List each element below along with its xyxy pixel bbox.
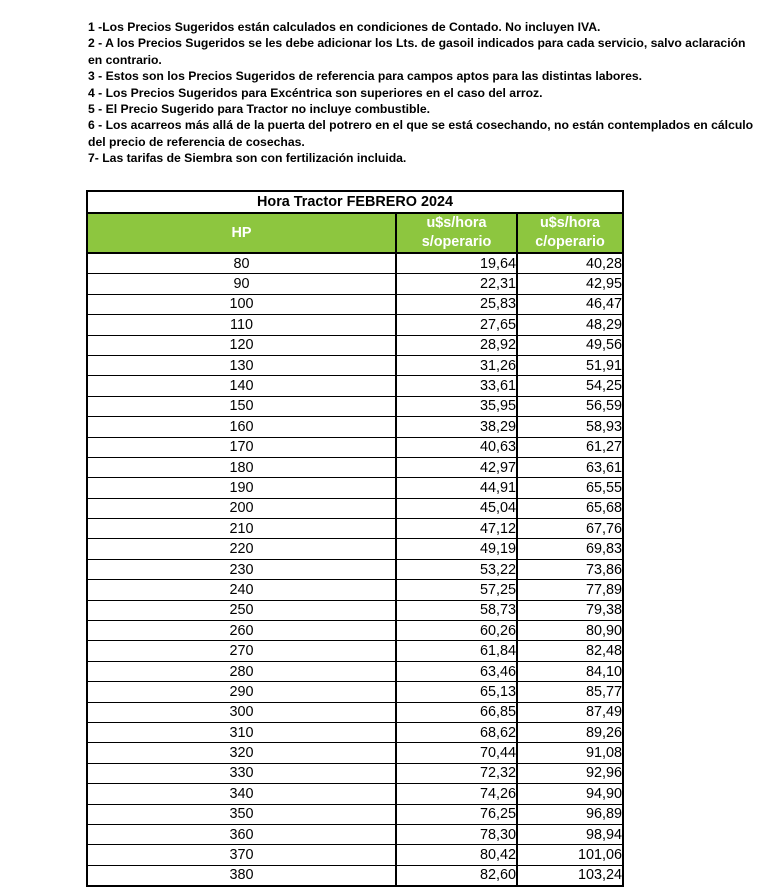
cell-hp: 310 bbox=[87, 722, 396, 742]
cell-sin-operario: 47,12 bbox=[396, 519, 517, 539]
cell-con-operario: 67,76 bbox=[517, 519, 623, 539]
cell-con-operario: 46,47 bbox=[517, 294, 623, 314]
cell-sin-operario: 61,84 bbox=[396, 641, 517, 661]
tractor-hour-table bbox=[86, 190, 624, 887]
cell-hp: 180 bbox=[87, 457, 396, 477]
cell-con-operario: 48,29 bbox=[517, 315, 623, 335]
note-1: 1 -Los Precios Sugeridos están calculados en condiciones de Contado. No incluyen IVA. bbox=[88, 20, 601, 34]
cell-con-operario: 73,86 bbox=[517, 559, 623, 579]
cell-con-operario: 85,77 bbox=[517, 682, 623, 702]
column-header-hp: HP bbox=[87, 213, 396, 253]
cell-sin-operario: 65,13 bbox=[396, 682, 517, 702]
cell-con-operario: 58,93 bbox=[517, 417, 623, 437]
cell-sin-operario: 25,83 bbox=[396, 294, 517, 314]
table-row bbox=[87, 539, 623, 559]
cell-con-operario: 69,83 bbox=[517, 539, 623, 559]
cell-hp: 160 bbox=[87, 417, 396, 437]
cell-hp: 320 bbox=[87, 743, 396, 763]
table-row bbox=[87, 743, 623, 763]
notes-list bbox=[88, 19, 758, 167]
cell-sin-operario: 57,25 bbox=[396, 580, 517, 600]
cell-hp: 220 bbox=[87, 539, 396, 559]
cell-hp: 360 bbox=[87, 824, 396, 844]
cell-con-operario: 98,94 bbox=[517, 824, 623, 844]
table-row bbox=[87, 253, 623, 274]
cell-sin-operario: 68,62 bbox=[396, 722, 517, 742]
column-header-con-operario-line2: c/operario bbox=[535, 234, 605, 250]
column-header-con-operario bbox=[517, 213, 623, 253]
cell-con-operario: 56,59 bbox=[517, 396, 623, 416]
cell-hp: 350 bbox=[87, 804, 396, 824]
table-row bbox=[87, 784, 623, 804]
cell-hp: 280 bbox=[87, 661, 396, 681]
table-row bbox=[87, 682, 623, 702]
cell-hp: 210 bbox=[87, 519, 396, 539]
cell-hp: 150 bbox=[87, 396, 396, 416]
table-row bbox=[87, 376, 623, 396]
cell-con-operario: 92,96 bbox=[517, 763, 623, 783]
table-row bbox=[87, 641, 623, 661]
table-row bbox=[87, 824, 623, 844]
cell-hp: 240 bbox=[87, 580, 396, 600]
cell-hp: 90 bbox=[87, 274, 396, 294]
table-body bbox=[87, 253, 623, 886]
table-row bbox=[87, 519, 623, 539]
cell-con-operario: 51,91 bbox=[517, 355, 623, 375]
cell-sin-operario: 66,85 bbox=[396, 702, 517, 722]
cell-sin-operario: 35,95 bbox=[396, 396, 517, 416]
table-row bbox=[87, 315, 623, 335]
cell-hp: 290 bbox=[87, 682, 396, 702]
table-row bbox=[87, 702, 623, 722]
table-row bbox=[87, 478, 623, 498]
table-row bbox=[87, 294, 623, 314]
note-5: 5 - El Precio Sugerido para Tractor no incluye combustible. bbox=[88, 102, 431, 117]
cell-hp: 100 bbox=[87, 294, 396, 314]
cell-sin-operario: 31,26 bbox=[396, 355, 517, 375]
cell-sin-operario: 60,26 bbox=[396, 621, 517, 641]
cell-con-operario: 82,48 bbox=[517, 641, 623, 661]
cell-sin-operario: 38,29 bbox=[396, 417, 517, 437]
cell-sin-operario: 53,22 bbox=[396, 559, 517, 579]
cell-hp: 340 bbox=[87, 784, 396, 804]
cell-sin-operario: 22,31 bbox=[396, 274, 517, 294]
cell-con-operario: 96,89 bbox=[517, 804, 623, 824]
cell-con-operario: 89,26 bbox=[517, 722, 623, 742]
cell-hp: 330 bbox=[87, 763, 396, 783]
cell-sin-operario: 76,25 bbox=[396, 804, 517, 824]
cell-sin-operario: 40,63 bbox=[396, 437, 517, 457]
column-header-sin-operario-line1: u$s/hora bbox=[426, 215, 487, 231]
cell-con-operario: 54,25 bbox=[517, 376, 623, 396]
cell-hp: 140 bbox=[87, 376, 396, 396]
cell-sin-operario: 58,73 bbox=[396, 600, 517, 620]
table-row bbox=[87, 335, 623, 355]
cell-hp: 260 bbox=[87, 621, 396, 641]
cell-hp: 370 bbox=[87, 845, 396, 865]
note-7: 7- Las tarifas de Siembra son con fertilización incluida. bbox=[88, 151, 407, 166]
cell-sin-operario: 44,91 bbox=[396, 478, 517, 498]
column-header-con-operario-line1: u$s/hora bbox=[540, 215, 600, 231]
table-row bbox=[87, 498, 623, 518]
table-row bbox=[87, 396, 623, 416]
table-row bbox=[87, 865, 623, 886]
cell-con-operario: 84,10 bbox=[517, 661, 623, 681]
cell-sin-operario: 80,42 bbox=[396, 845, 517, 865]
table-row bbox=[87, 437, 623, 457]
table-row bbox=[87, 274, 623, 294]
cell-hp: 120 bbox=[87, 335, 396, 355]
cell-con-operario: 61,27 bbox=[517, 437, 623, 457]
table-title: Hora Tractor FEBRERO 2024 bbox=[87, 191, 623, 213]
cell-sin-operario: 45,04 bbox=[396, 498, 517, 518]
note-3: 3 - Estos son los Precios Sugeridos de referencia para campos aptos para las distintas labores. bbox=[88, 69, 643, 84]
cell-sin-operario: 19,64 bbox=[396, 253, 517, 274]
cell-sin-operario: 28,92 bbox=[396, 335, 517, 355]
cell-hp: 110 bbox=[87, 315, 396, 335]
table-row bbox=[87, 355, 623, 375]
cell-hp: 130 bbox=[87, 355, 396, 375]
cell-hp: 80 bbox=[87, 253, 396, 274]
table-row bbox=[87, 559, 623, 579]
cell-hp: 190 bbox=[87, 478, 396, 498]
cell-hp: 300 bbox=[87, 702, 396, 722]
cell-sin-operario: 82,60 bbox=[396, 865, 517, 886]
cell-con-operario: 87,49 bbox=[517, 702, 623, 722]
column-header-sin-operario-line2: s/operario bbox=[421, 234, 492, 250]
cell-con-operario: 63,61 bbox=[517, 457, 623, 477]
cell-sin-operario: 49,19 bbox=[396, 539, 517, 559]
cell-sin-operario: 78,30 bbox=[396, 824, 517, 844]
cell-hp: 270 bbox=[87, 641, 396, 661]
cell-hp: 230 bbox=[87, 559, 396, 579]
cell-con-operario: 80,90 bbox=[517, 621, 623, 641]
table-row bbox=[87, 600, 623, 620]
cell-sin-operario: 42,97 bbox=[396, 457, 517, 477]
cell-hp: 170 bbox=[87, 437, 396, 457]
cell-sin-operario: 74,26 bbox=[396, 784, 517, 804]
cell-sin-operario: 27,65 bbox=[396, 315, 517, 335]
table-row bbox=[87, 804, 623, 824]
table-row bbox=[87, 661, 623, 681]
cell-hp: 250 bbox=[87, 600, 396, 620]
cell-sin-operario: 70,44 bbox=[396, 743, 517, 763]
note-2: 2 - A los Precios Sugeridos se les debe adicionar los Lts. de gasoil indicados para cada servicio, salvo aclaración en contrario. bbox=[88, 36, 746, 67]
cell-con-operario: 91,08 bbox=[517, 743, 623, 763]
cell-hp: 200 bbox=[87, 498, 396, 518]
cell-sin-operario: 33,61 bbox=[396, 376, 517, 396]
column-header-sin-operario bbox=[396, 213, 517, 253]
cell-con-operario: 103,24 bbox=[517, 865, 623, 886]
cell-con-operario: 94,90 bbox=[517, 784, 623, 804]
cell-con-operario: 65,55 bbox=[517, 478, 623, 498]
cell-con-operario: 49,56 bbox=[517, 335, 623, 355]
cell-con-operario: 77,89 bbox=[517, 580, 623, 600]
cell-con-operario: 42,95 bbox=[517, 274, 623, 294]
table-row bbox=[87, 845, 623, 865]
cell-sin-operario: 63,46 bbox=[396, 661, 517, 681]
cell-con-operario: 65,68 bbox=[517, 498, 623, 518]
cell-hp: 380 bbox=[87, 865, 396, 886]
table-row bbox=[87, 763, 623, 783]
table-row bbox=[87, 417, 623, 437]
cell-con-operario: 79,38 bbox=[517, 600, 623, 620]
cell-con-operario: 101,06 bbox=[517, 845, 623, 865]
cell-sin-operario: 72,32 bbox=[396, 763, 517, 783]
table-row bbox=[87, 580, 623, 600]
cell-con-operario: 40,28 bbox=[517, 253, 623, 274]
note-6: 6 - Los acarreos más allá de la puerta del potrero en el que se está cosechando, no están contemplados en cálculo del precio de referencia de cosechas. bbox=[88, 118, 754, 149]
table-row bbox=[87, 457, 623, 477]
table-row bbox=[87, 722, 623, 742]
note-4: 4 - Los Precios Sugeridos para Excéntrica son superiores en el caso del arroz. bbox=[88, 85, 543, 100]
table-row bbox=[87, 621, 623, 641]
